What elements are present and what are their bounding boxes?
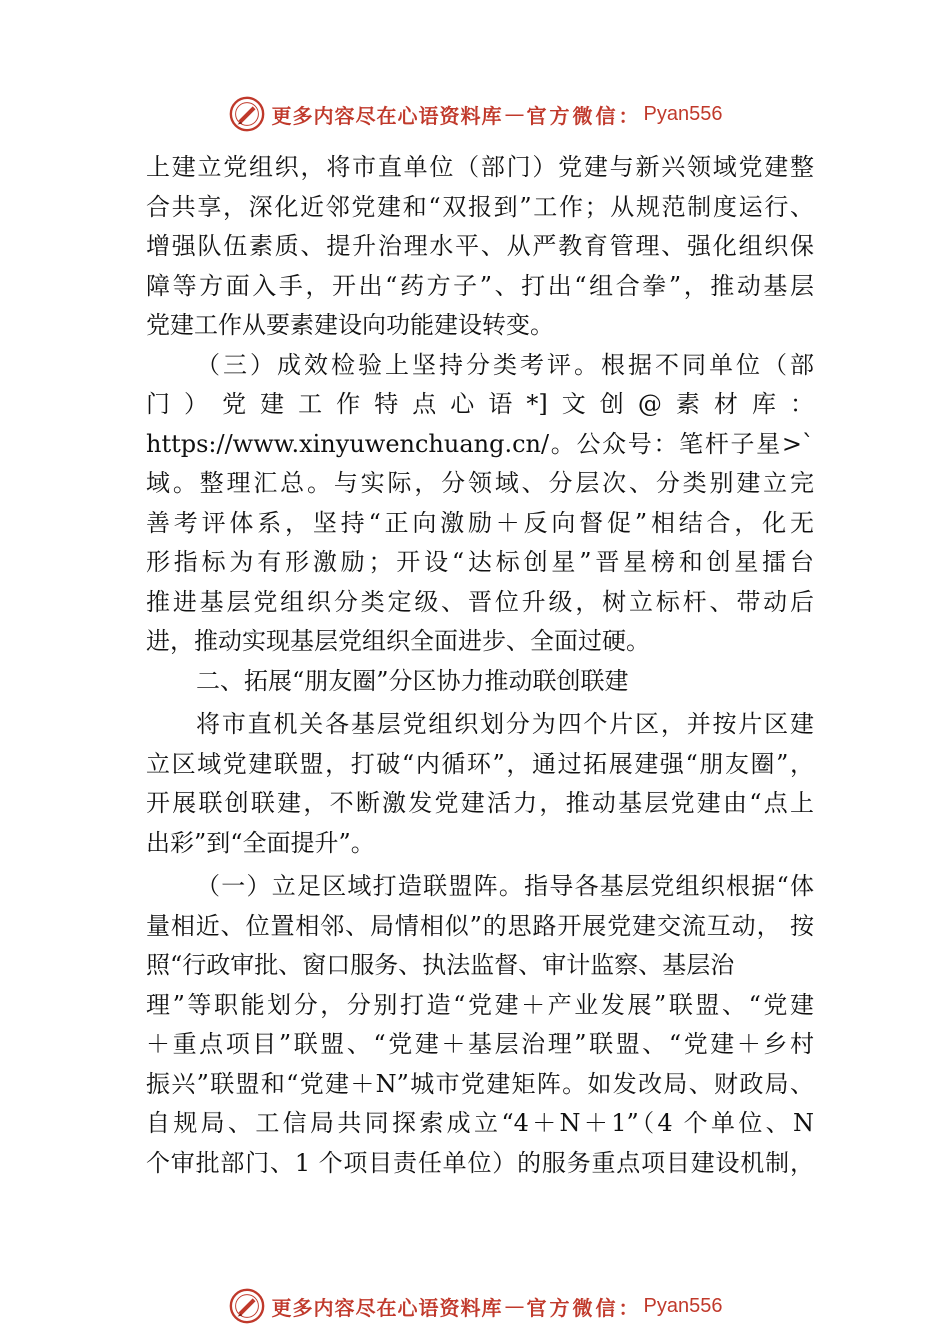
watermark-brand-text: 更多内容尽在心语资料库 <box>271 103 503 128</box>
watermark-wechat-id: Pyan556 <box>643 102 723 125</box>
paragraph-line: 推进基层党组织分类定级、晋位升级，树立标杆、带动后 <box>146 587 814 616</box>
watermark-brand-text: 更多内容尽在心语资料库 <box>271 1295 503 1320</box>
watermark-dash: — <box>504 102 525 126</box>
section-heading: 二、拓展“朋友圈”分区协力推动联创联建 <box>196 666 629 695</box>
paragraph-line: 自规局、工信局共同探索成立“4＋N＋1”（4 个单位、N <box>146 1109 814 1137</box>
paragraph-line-url: https://www.xinyuwenchuang.cn/。公众号：笔杆子星>` <box>146 429 814 458</box>
brush-seal-logo-icon <box>228 1287 266 1325</box>
paragraph-line: 量相近、位置相邻、局情相似”的思路开展党建交流互动， 按 <box>146 911 814 940</box>
paragraph-line: 党建工作从要素建设向功能建设转变。 <box>146 311 554 339</box>
paragraph-line: 开展联创联建，不断激发党建活力，推动基层党建由“点上 <box>146 789 814 817</box>
paragraph-line: 合共享，深化近邻党建和“双报到”工作；从规范制度运行、 <box>146 192 814 221</box>
subsection-heading-line: （一）立足区域打造联盟阵。指导各基层党组织根据“体 <box>196 872 814 900</box>
paragraph-line: 增强队伍素质、提升治理水平、从严教育管理、强化组织保 <box>146 232 814 260</box>
paragraph-line: 上建立党组织，将市直单位（部门）党建与新兴领域党建整 <box>146 153 814 181</box>
watermark-official-label: 官方微信： <box>526 103 642 128</box>
document-body <box>146 148 814 1183</box>
paragraph-line: 出彩”到“全面提升”。 <box>146 828 375 857</box>
paragraph-line: 善考评体系，坚持“正向激励＋反向督促”相结合，化无 <box>146 508 814 537</box>
paragraph-line: 振兴”联盟和“党建＋N”城市党建矩阵。如发改局、财政局、 <box>146 1069 814 1098</box>
paragraph-line: 照“行政审批、窗口服务、执法监督、审计监察、基层治 <box>146 951 735 979</box>
brush-seal-logo-icon <box>228 95 266 133</box>
paragraph-line: 进，推动实现基层党组织全面进步、全面过硬。 <box>146 627 650 655</box>
paragraph-line: 形指标为有形激励；开设“达标创星”晋星榜和创星擂台 <box>146 548 814 576</box>
footer-watermark-banner <box>0 1284 950 1328</box>
paragraph-line: ＋重点项目”联盟、“党建＋基层治理”联盟、“党建＋乡村 <box>146 1030 814 1058</box>
watermark-dash: — <box>504 1294 525 1318</box>
watermark-official-label: 官方微信： <box>526 1295 642 1320</box>
paragraph-line: 立区域党建联盟，打破“内循环”，通过拓展建强“朋友圈”， <box>146 749 814 778</box>
paragraph-line: 障等方面入手，开出“药方子”、打出“组合拳”，推动基层 <box>146 271 814 300</box>
subsection-heading-line: （三）成效检验上坚持分类考评。根据不同单位（部 <box>196 350 814 379</box>
paragraph-line: 个审批部门、1 个项目责任单位）的服务重点项目建设机制， <box>146 1148 814 1177</box>
paragraph-line: 域。整理汇总。与实际，分领域、分层次、分类别建立完 <box>146 469 814 497</box>
header-watermark-banner <box>0 92 950 136</box>
paragraph-line: 将市直机关各基层党组织划分为四个片区，并按片区建 <box>196 710 814 738</box>
paragraph-line: 理”等职能划分，分别打造“党建＋产业发展”联盟、“党建 <box>146 990 814 1019</box>
paragraph-line: 门）党建工作特点心语*]文创@素材库： <box>146 390 814 418</box>
watermark-wechat-id: Pyan556 <box>643 1294 723 1317</box>
